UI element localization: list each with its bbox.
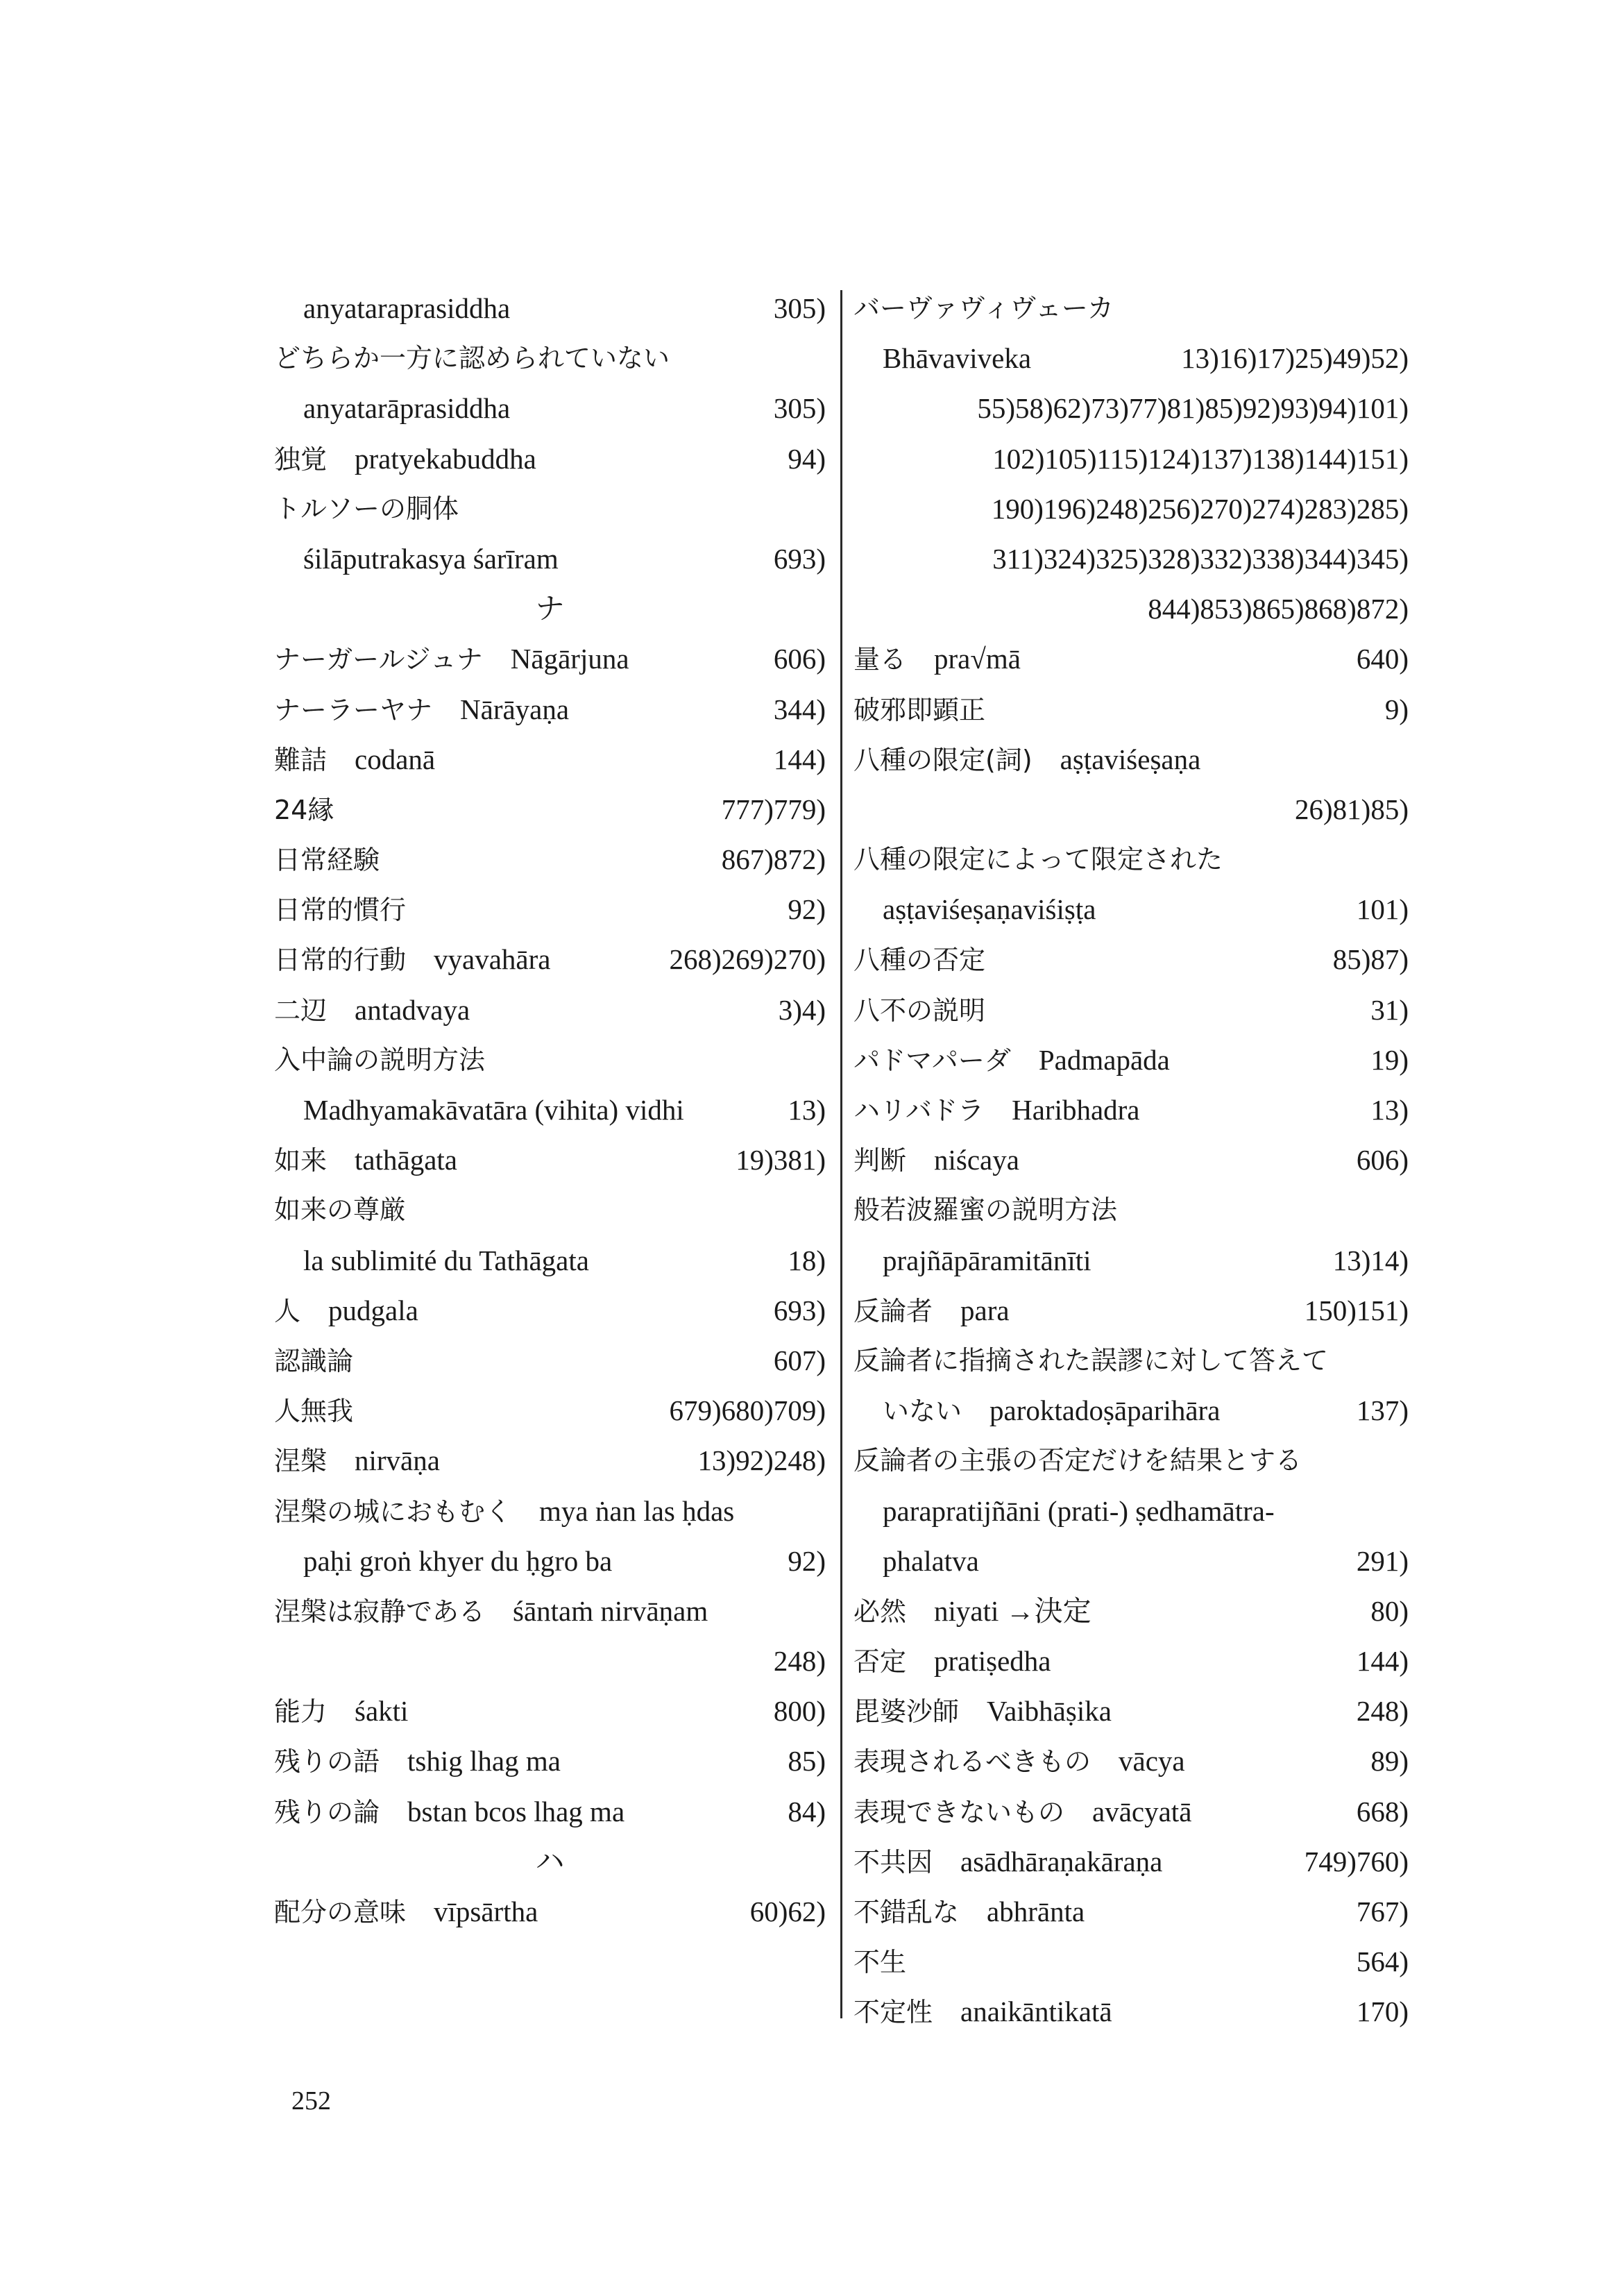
entry-japanese-term: 如来の尊厳 — [274, 1195, 407, 1226]
entry-sanskrit-term: Nārāyaṇa — [460, 693, 570, 725]
index-entry — [853, 1385, 1409, 1435]
entry-reference: 80) — [1370, 1594, 1409, 1627]
entry-reference: 170) — [1356, 1995, 1409, 2028]
index-entry — [853, 1285, 1409, 1335]
entry-sanskrit-term: codanā — [355, 743, 436, 775]
entry-sanskrit-term: niyati →決定 — [934, 1594, 1091, 1627]
entry-japanese-term: 反論者に指摘された誤謬に対して答えて — [853, 1344, 1329, 1376]
entry-sanskrit-term: śāntaṁ nirvāṇam — [513, 1594, 708, 1627]
entry-reference: 248) — [773, 1645, 826, 1678]
index-entry — [853, 784, 1409, 834]
entry-reference: 19) — [1370, 1043, 1409, 1076]
entry-japanese-term: 如来 — [274, 1145, 328, 1176]
entry-reference: 13)16)17)25)49)52) — [1181, 342, 1409, 375]
index-entry — [853, 1135, 1409, 1185]
page-number: 252 — [291, 2086, 331, 2116]
entry-reference: 13)14) — [1332, 1244, 1409, 1276]
index-entry — [274, 784, 826, 834]
entry-reference: 92) — [788, 1544, 826, 1577]
entry-reference: 305) — [773, 292, 826, 324]
entry-japanese-term: バーヴァヴィヴェーカ — [853, 293, 1114, 323]
index-entry — [274, 1686, 826, 1736]
index-entry — [853, 884, 1409, 934]
entry-sanskrit-term: asādhāraṇakāraṇa — [960, 1845, 1163, 1877]
entry-sanskrit-term: vācya — [1119, 1745, 1185, 1778]
entry-reference: 344) — [773, 693, 826, 725]
entry-japanese-term: パドマパーダ — [853, 1045, 1011, 1076]
index-entry — [853, 1335, 1409, 1385]
entry-reference: 606) — [773, 643, 826, 675]
entry-japanese-term: 人無我 — [274, 1396, 354, 1427]
entry-sanskrit-term: śakti — [355, 1695, 409, 1728]
index-entry — [274, 734, 826, 784]
index-entry — [853, 333, 1409, 383]
index-entry — [274, 1185, 826, 1235]
index-entry — [274, 1335, 826, 1385]
index-entry — [853, 1886, 1409, 1936]
entry-sanskrit-term: niścaya — [934, 1144, 1019, 1176]
index-entry — [853, 1636, 1409, 1686]
entry-reference: 9) — [1384, 693, 1409, 725]
index-entry — [853, 1586, 1409, 1636]
entry-reference: 867)872) — [721, 843, 826, 876]
entry-reference: 248) — [1356, 1695, 1409, 1728]
entry-japanese-term: 涅槃の城におもむく — [274, 1496, 512, 1527]
index-entry — [853, 1837, 1409, 1886]
entry-japanese-term: 涅槃 — [274, 1446, 328, 1477]
index-entry — [853, 734, 1409, 784]
entry-sanskrit-term: anaikāntikatā — [960, 1995, 1112, 2028]
entry-japanese-term: 日常的行動 — [274, 945, 407, 976]
entry-japanese-term: 量る — [853, 644, 907, 675]
entry-japanese-term: 毘婆沙師 — [853, 1696, 960, 1728]
entry-reference: 291) — [1356, 1544, 1409, 1577]
entry-reference: 150)151) — [1304, 1294, 1409, 1326]
entry-reference: 679)680)709) — [669, 1394, 826, 1427]
index-entry — [274, 484, 826, 534]
entry-japanese-term: 残りの語 — [274, 1746, 380, 1778]
entry-reference: 693) — [773, 1294, 826, 1326]
entry-reference: 607) — [773, 1344, 826, 1376]
entry-reference: 693) — [773, 542, 826, 575]
index-entry — [853, 383, 1409, 433]
entry-japanese-term: 般若波羅蜜の説明方法 — [853, 1195, 1118, 1226]
entry-reference: 60)62) — [749, 1896, 826, 1927]
entry-japanese-term: ハリバドラ — [853, 1095, 985, 1126]
entry-japanese-term: 不生 — [853, 1947, 907, 1978]
entry-reference: 85)87) — [1332, 943, 1409, 976]
index-entry — [853, 1936, 1409, 1986]
entry-sanskrit-term: para — [960, 1294, 1010, 1326]
entry-sanskrit-term: paḥi groṅ khyer du ḥgro ba — [303, 1544, 613, 1577]
index-entry — [853, 985, 1409, 1035]
index-entry — [853, 1536, 1409, 1586]
index-entry — [853, 283, 1409, 333]
entry-japanese-term: 不錯乱な — [853, 1897, 960, 1927]
index-entry — [274, 1435, 826, 1485]
entry-japanese-term: 否定 — [853, 1646, 907, 1678]
index-entry — [274, 1636, 826, 1686]
entry-reference: 89) — [1370, 1745, 1409, 1778]
index-entry — [274, 1586, 826, 1636]
entry-sanskrit-term: tathāgata — [355, 1144, 457, 1176]
entry-reference: 13) — [788, 1094, 826, 1126]
column-divider — [840, 290, 842, 2018]
entry-reference: 777)779) — [721, 793, 826, 825]
entry-sanskrit-term: Madhyamakāvatāra (vihita) vidhi — [303, 1094, 684, 1126]
entry-sanskrit-term: avācyatā — [1092, 1795, 1192, 1827]
entry-sanskrit-term: paroktadoṣāparihāra — [989, 1394, 1221, 1427]
entry-sanskrit-term: aṣṭaviśeṣaṇa — [1060, 743, 1201, 775]
index-entry — [853, 1035, 1409, 1085]
index-entry — [853, 1736, 1409, 1786]
entry-japanese-term: 独覚 — [274, 444, 328, 475]
left-column — [274, 283, 826, 1936]
entry-sanskrit-term: pra√mā — [934, 643, 1021, 675]
right-column — [853, 283, 1409, 2037]
entry-japanese-term: ナーガールジュナ — [274, 644, 483, 675]
entry-japanese-term: 日常経験 — [274, 845, 380, 876]
entry-japanese-term: 残りの論 — [274, 1796, 380, 1827]
entry-reference: 767) — [1356, 1896, 1409, 1927]
entry-japanese-term: 八種の限定(詞) — [853, 744, 1033, 775]
index-entry — [853, 1085, 1409, 1135]
entry-sanskrit-term: bstan bcos lhag ma — [407, 1795, 625, 1827]
entry-japanese-term: 表現されるべきもの — [853, 1746, 1091, 1778]
section-heading: ハ — [535, 1843, 565, 1878]
entry-sanskrit-term: mya ṅan las ḥdas — [539, 1494, 735, 1527]
entry-reference: 101) — [1356, 893, 1409, 926]
entry-reference: 13)92)248) — [697, 1444, 826, 1477]
entry-japanese-term: 不定性 — [853, 1997, 933, 2028]
entry-reference: 13) — [1370, 1094, 1409, 1126]
index-entry — [853, 634, 1409, 684]
index-entry — [274, 1385, 826, 1435]
index-entry — [274, 834, 826, 884]
index-entry — [274, 383, 826, 433]
index-entry — [274, 985, 826, 1035]
entry-japanese-term: 日常的慣行 — [274, 895, 407, 926]
entry-reference: 3)4) — [778, 993, 826, 1026]
index-entry — [274, 1035, 826, 1085]
entry-sanskrit-term: Nāgārjuna — [510, 643, 629, 675]
index-entry — [853, 684, 1409, 734]
entry-reference: 84) — [788, 1795, 826, 1827]
entry-sanskrit-term: Haribhadra — [1012, 1094, 1140, 1126]
entry-japanese-term: 認識論 — [274, 1345, 354, 1376]
entry-japanese-term: 人 — [274, 1295, 301, 1326]
index-entry — [274, 684, 826, 734]
entry-japanese-term: トルソーの胴体 — [274, 493, 459, 524]
entry-reference: 144) — [773, 743, 826, 775]
index-entry — [853, 534, 1409, 584]
entry-sanskrit-term: vyavahāra — [434, 943, 551, 976]
index-entry — [853, 484, 1409, 534]
entry-reference: 94) — [788, 442, 826, 475]
entry-reference: 800) — [773, 1695, 826, 1728]
index-entry — [274, 1886, 826, 1936]
entry-reference: 268)269)270) — [669, 943, 826, 976]
entry-reference: 144) — [1356, 1645, 1409, 1678]
entry-sanskrit-term: abhrānta — [987, 1896, 1085, 1927]
entry-japanese-term: 涅槃は寂静である — [274, 1596, 486, 1627]
entry-japanese-term: 二辺 — [274, 995, 328, 1026]
index-entry — [853, 1686, 1409, 1736]
entry-japanese-term: 能力 — [274, 1696, 328, 1728]
index-entry — [274, 1235, 826, 1285]
entry-reference: 31) — [1370, 993, 1409, 1026]
index-entry — [274, 333, 826, 383]
entry-japanese-term: 八種の否定 — [853, 945, 986, 976]
entry-reference: 190)196)248)256)270)274)283)285) — [991, 492, 1409, 525]
entry-reference: 18) — [788, 1244, 826, 1276]
index-entry — [274, 1085, 826, 1135]
index-entry — [853, 834, 1409, 884]
entry-japanese-term: 配分の意味 — [274, 1897, 407, 1927]
index-entry — [853, 584, 1409, 634]
entry-sanskrit-term: nirvāṇa — [355, 1444, 440, 1477]
entry-reference: 55)58)62)73)77)81)85)92)93)94)101) — [977, 392, 1409, 425]
index-entry — [853, 934, 1409, 984]
entry-japanese-term: 反論者 — [853, 1295, 933, 1326]
index-entry — [274, 434, 826, 484]
index-entry — [274, 884, 826, 934]
index-entry — [274, 283, 826, 333]
entry-sanskrit-term: anyataraprasiddha — [303, 292, 511, 324]
entry-japanese-term: いない — [883, 1396, 962, 1427]
entry-sanskrit-term: vīpsārtha — [434, 1896, 538, 1927]
index-entry — [853, 1486, 1409, 1536]
entry-reference: 92) — [788, 893, 826, 926]
entry-sanskrit-term: śilāputrakasya śarīram — [303, 542, 559, 575]
entry-japanese-term: 表現できないもの — [853, 1796, 1065, 1827]
entry-sanskrit-term: pratyekabuddha — [355, 442, 536, 475]
entry-japanese-term: 必然 — [853, 1596, 907, 1627]
entry-sanskrit-term: parapratijñāni (prati-) ṣedhamātra- — [883, 1494, 1275, 1527]
entry-sanskrit-term: la sublimité du Tathāgata — [303, 1244, 589, 1276]
index-entry — [853, 1235, 1409, 1285]
entry-reference: 311)324)325)328)332)338)344)345) — [992, 542, 1409, 575]
entry-sanskrit-term: Padmapāda — [1038, 1043, 1170, 1076]
index-entry — [274, 1486, 826, 1536]
entry-reference: 668) — [1356, 1795, 1409, 1827]
entry-reference: 137) — [1356, 1394, 1409, 1427]
index-entry — [853, 1435, 1409, 1485]
index-entry — [274, 1536, 826, 1586]
index-entry — [853, 1986, 1409, 2036]
entry-sanskrit-term: pudgala — [328, 1294, 418, 1326]
entry-japanese-term: どちらか一方に認められていない — [274, 343, 670, 374]
entry-japanese-term: 入中論の説明方法 — [274, 1044, 486, 1075]
entry-sanskrit-term: tshig lhag ma — [407, 1745, 561, 1778]
index-entry — [853, 434, 1409, 484]
entry-japanese-term: 破邪即顕正 — [853, 694, 986, 725]
entry-japanese-term: ナーラーヤナ — [274, 694, 433, 725]
entry-sanskrit-term: Bhāvaviveka — [883, 342, 1032, 375]
entry-reference: 85) — [788, 1745, 826, 1778]
index-entry — [853, 1787, 1409, 1837]
entry-reference: 640) — [1356, 643, 1409, 675]
index-entry — [274, 634, 826, 684]
entry-sanskrit-term: pratiṣedha — [934, 1645, 1051, 1678]
entry-japanese-term: 八不の説明 — [853, 995, 986, 1026]
entry-japanese-term: 八種の限定によって限定された — [853, 844, 1223, 875]
index-entry — [274, 1135, 826, 1185]
entry-japanese-term: 判断 — [853, 1145, 907, 1176]
entry-reference: 305) — [773, 392, 826, 425]
entry-japanese-term: 反論者の主張の否定だけを結果とする — [853, 1445, 1302, 1476]
entry-reference: 564) — [1356, 1945, 1409, 1978]
section-heading: ナ — [535, 591, 565, 626]
entry-reference: 606) — [1356, 1144, 1409, 1176]
entry-sanskrit-term: prajñāpāramitānīti — [883, 1244, 1091, 1276]
entry-reference: 749)760) — [1304, 1845, 1409, 1877]
entry-reference: 102)105)115)124)137)138)144)151) — [992, 442, 1409, 475]
entry-japanese-term: 難詰 — [274, 744, 328, 775]
entry-reference: 844)853)865)868)872) — [1148, 593, 1409, 625]
index-entry — [274, 1285, 826, 1335]
entry-sanskrit-term: anyatarāprasiddha — [303, 392, 511, 425]
entry-sanskrit-term: aṣṭaviśeṣaṇaviśiṣṭa — [883, 893, 1096, 926]
index-entry — [274, 1736, 826, 1786]
entry-japanese-term: 不共因 — [853, 1846, 933, 1877]
entry-reference: 26)81)85) — [1295, 793, 1409, 825]
entry-reference: 19)381) — [736, 1144, 826, 1176]
index-entry — [274, 934, 826, 984]
entry-japanese-term: 24縁 — [274, 794, 334, 825]
entry-sanskrit-term: Vaibhāṣika — [987, 1695, 1112, 1728]
index-entry — [274, 534, 826, 584]
entry-sanskrit-term: phalatva — [883, 1544, 979, 1577]
index-entry — [274, 1787, 826, 1837]
index-entry — [853, 1185, 1409, 1235]
entry-sanskrit-term: antadvaya — [355, 993, 470, 1026]
